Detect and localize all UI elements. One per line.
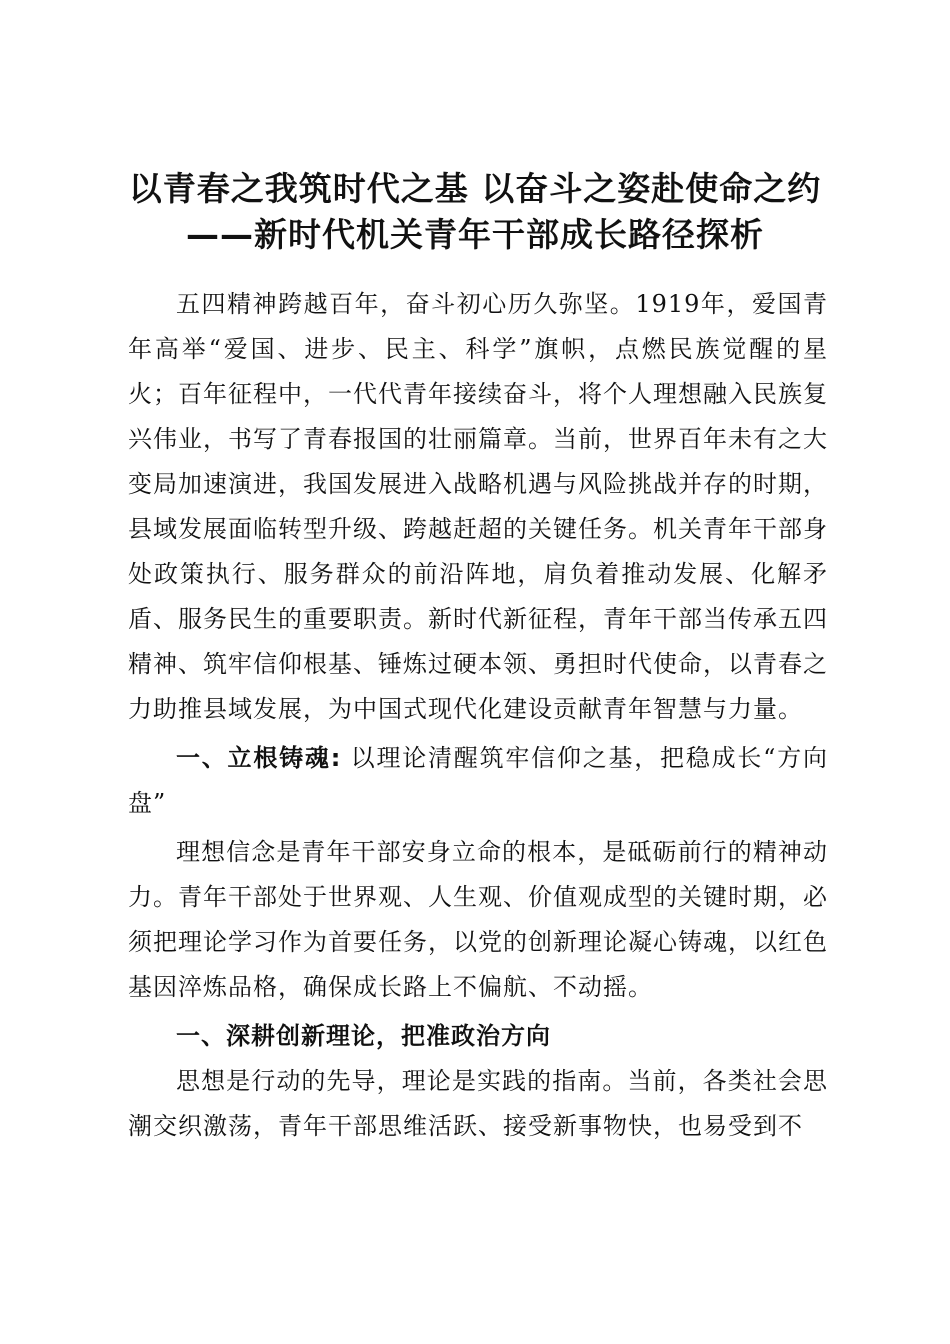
section-1-paragraph: 理想信念是青年干部安身立命的根本，是砥砺前行的精神动力。青年干部处于世界观、人生观、价值观成型的关键时期，必须把理论学习作为首要任务，以党的创新理论凝心铸魂，以红色基因淬炼品格，确保成长路上不偏航、不动摇。 bbox=[128, 838, 828, 1001]
section-1-heading-lead: 一、立根铸魂 bbox=[176, 744, 331, 772]
intro-paragraph: 五四精神跨越百年，奋斗初心历久弥坚。1919年，爱国青年高举“爱国、进步、民主、科学”旗帜，点燃民族觉醒的星火；百年征程中，一代代青年接续奋斗，将个人理想融入民族复兴伟业，书写了青春报国的壮丽篇章。当前，世界百年未有之大变局加速演进，我国发展进入战略机遇与风险挑战并存的时期，县域发展面临转型升级、跨越赶超的关键任务。机关青年干部身处政策执行、服务群众的前沿阵地，肩负着推动发展、化解矛盾、服务民生的重要职责。新时代新征程，青年干部当传承五四精神、筑牢信仰根基、锤炼过硬本领、勇担时代使命，以青春之力助推县域发展，为中国式现代化建设贡献青年智慧与力量。 bbox=[128, 290, 828, 723]
section-1-heading bbox=[128, 736, 828, 826]
subsection-1-paragraph: 思想是行动的先导，理论是实践的指南。当前，各类社会思潮交织激荡，青年干部思维活跃、接受新事物快，也易受到不 bbox=[128, 1067, 828, 1140]
section-1-heading-rest: 以理论清醒筑牢信仰之基，把稳成长“方向盘” bbox=[128, 744, 829, 817]
section-1-heading-colon: : bbox=[330, 744, 342, 772]
document-title: 以青春之我筑时代之基 以奋斗之姿赴使命之约——新时代机关青年干部成长路径探析 bbox=[128, 169, 822, 254]
document-body bbox=[128, 282, 828, 1149]
subsection-1-heading: 一、深耕创新理论，把准政治方向 bbox=[176, 1022, 551, 1050]
